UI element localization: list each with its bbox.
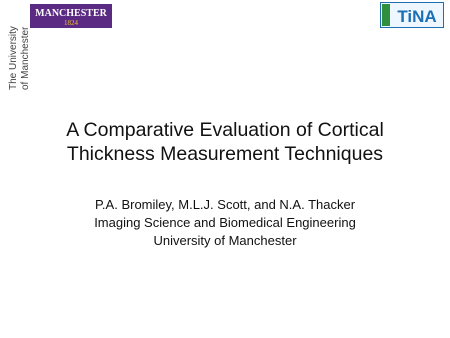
university-line-2: of Manchester [20, 26, 31, 90]
manchester-wordmark: MANCHESTER [35, 8, 107, 19]
university-line-1: The University [8, 26, 19, 90]
manchester-year: 1824 [64, 19, 78, 27]
title-line-2: Thickness Measurement Techniques [66, 143, 384, 165]
affiliation-university: University of Manchester [153, 233, 297, 248]
tina-logo [380, 2, 444, 28]
title-line-1: A Comparative Evaluation of Cortical [66, 119, 384, 141]
author-names: P.A. Bromiley, M.L.J. Scott, and N.A. Thacker [94, 197, 356, 212]
tina-wordmark: TiNA [397, 7, 437, 26]
manchester-logo [30, 4, 112, 28]
university-vertical-logo [6, 24, 32, 94]
slide-title [0, 118, 450, 166]
authors-block [0, 196, 450, 250]
affiliation-department: Imaging Science and Biomedical Engineering [94, 215, 356, 230]
